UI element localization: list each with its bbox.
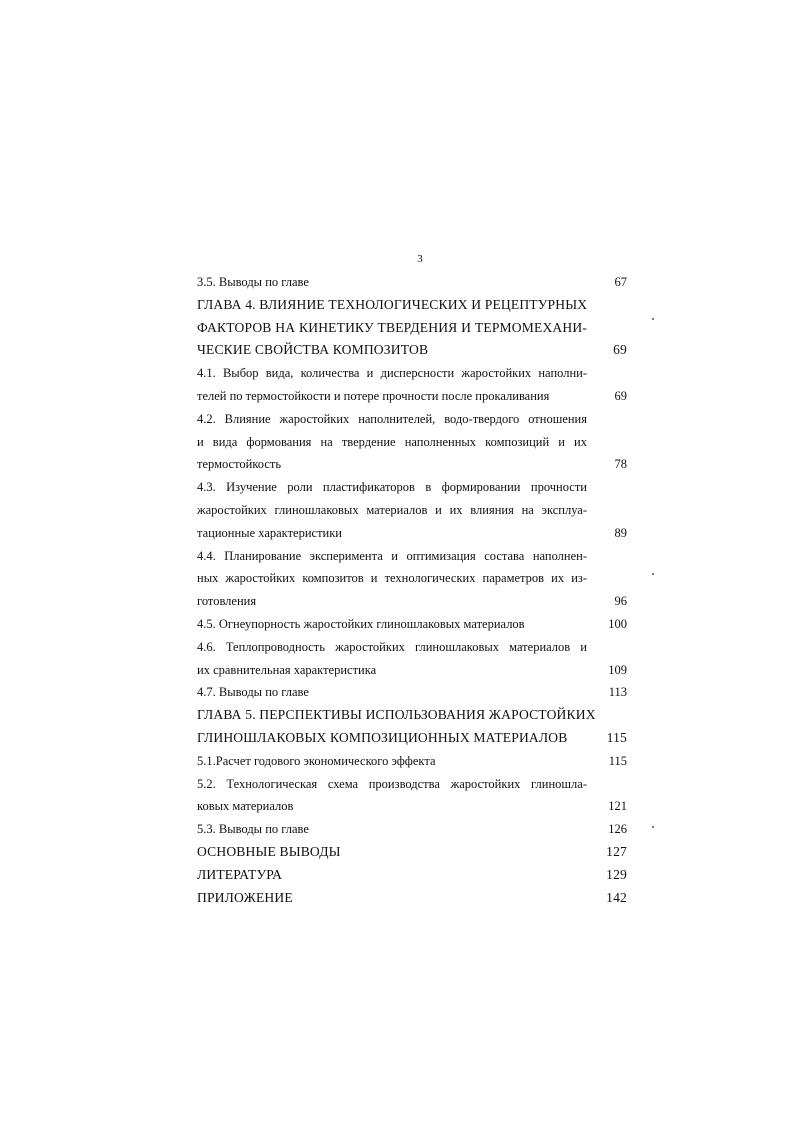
toc-entry	[197, 271, 631, 294]
toc-entry-page: 109	[608, 662, 627, 677]
toc-entry-title	[197, 773, 587, 819]
toc-entry-title-line: готовления	[197, 594, 257, 609]
toc-entry-title	[197, 294, 587, 362]
toc-entry	[197, 773, 631, 819]
toc-entry-page: 121	[608, 799, 627, 814]
toc-entry-page: 78	[614, 457, 627, 472]
toc-entry-title-line: ГЛАВА 5. ПЕРСПЕКТИВЫ ИСПОЛЬЗОВАНИЯ ЖАРОСТОЙКИХ	[197, 707, 596, 723]
toc-entry-page: 127	[606, 843, 627, 859]
toc-entry-title	[197, 545, 587, 613]
toc-entry-title	[197, 681, 587, 704]
toc-entry-title-line: 4.5. Огнеупорность жаростойких глиношлаковых материалов	[197, 616, 525, 631]
toc-entry-title-line: и вида формования на твердение наполненных композиций и их	[197, 434, 587, 449]
toc-entry-title-line: ных жаростойких композитов и технологических параметров их из-	[197, 571, 587, 586]
toc-entry-title-line: ФАКТОРОВ НА КИНЕТИКУ ТВЕРДЕНИЯ И ТЕРМОМЕХАНИ-	[197, 319, 587, 335]
toc-entry-title	[197, 476, 587, 544]
toc-entry-title-line: ЛИТЕРАТУРА	[197, 866, 283, 882]
toc-entry-title-line: 4.4. Планирование эксперимента и оптимизация состава наполнен-	[197, 548, 587, 563]
toc-entry-title-line: 5.3. Выводы по главе	[197, 822, 309, 837]
toc-entry	[197, 408, 631, 476]
toc-entry-title-line: ОСНОВНЫЕ ВЫВОДЫ	[197, 843, 341, 859]
toc-entry	[197, 750, 631, 773]
toc-entry-title-line: 4.3. Изучение роли пластификаторов в формировании прочности	[197, 480, 587, 495]
toc-entry-page: 113	[608, 685, 627, 700]
toc-entry-title	[197, 818, 587, 841]
toc-entry-title	[197, 704, 596, 750]
toc-entry-title-line: 4.1. Выбор вида, количества и дисперсности жаростойких наполни-	[197, 366, 587, 381]
toc-entry	[197, 864, 631, 887]
toc-entry-title-line: 5.1.Расчет годового экономического эффекта	[197, 753, 436, 768]
toc-entry	[197, 636, 631, 682]
toc-entry-page: 115	[606, 729, 627, 745]
toc-entry	[197, 681, 631, 704]
toc-entry	[197, 476, 631, 544]
table-of-contents	[197, 271, 631, 909]
toc-entry-title	[197, 271, 587, 294]
scan-speck	[652, 318, 654, 320]
toc-entry-page: 115	[608, 753, 627, 768]
toc-entry-title-line: 4.7. Выводы по главе	[197, 685, 309, 700]
toc-entry-page: 142	[606, 889, 627, 905]
toc-entry-page: 126	[608, 822, 627, 837]
toc-entry-page: 129	[606, 866, 627, 882]
toc-entry	[197, 887, 631, 910]
toc-entry-title-line: ГЛИНОШЛАКОВЫХ КОМПОЗИЦИОННЫХ МАТЕРИАЛОВ	[197, 729, 568, 745]
page-number: 3	[417, 253, 423, 265]
toc-entry-title	[197, 750, 587, 773]
toc-entry-page: 96	[614, 594, 627, 609]
toc-entry	[197, 818, 631, 841]
toc-entry-page: 100	[608, 616, 627, 631]
toc-entry	[197, 294, 631, 362]
toc-entry	[197, 362, 631, 408]
toc-entry-title-line: телей по термостойкости и потере прочности после прокаливания	[197, 388, 550, 403]
toc-entry-title-line: 3.5. Выводы по главе	[197, 275, 309, 289]
toc-entry-title	[197, 408, 587, 476]
toc-entry-title-line: ГЛАВА 4. ВЛИЯНИЕ ТЕХНОЛОГИЧЕСКИХ И РЕЦЕПТУРНЫХ	[197, 296, 588, 312]
toc-entry-title	[197, 841, 587, 864]
toc-entry	[197, 704, 631, 750]
toc-entry-title-line: ЧЕСКИЕ СВОЙСТВА КОМПОЗИТОВ	[197, 342, 429, 358]
toc-entry-title-line: жаростойких глиношлаковых материалов и их влияния на эксплуа-	[197, 502, 587, 517]
toc-entry-title	[197, 887, 587, 910]
toc-entry-title-line: 4.2. Влияние жаростойких наполнителей, водо-твердого отношения	[197, 411, 587, 426]
toc-entry-page: 89	[614, 525, 627, 540]
toc-entry	[197, 545, 631, 613]
toc-entry-title-line: термостойкость	[197, 457, 282, 472]
toc-entry-title-line: ковых материалов	[197, 799, 294, 814]
scan-speck	[652, 573, 654, 575]
toc-entry-title	[197, 613, 587, 636]
toc-entry-title	[197, 636, 587, 682]
toc-entry-title-line: их сравнительная характеристика	[197, 662, 377, 677]
toc-entry-title	[197, 864, 587, 887]
toc-entry-title-line: тационные характеристики	[197, 525, 342, 540]
toc-entry-title-line: 4.6. Теплопроводность жаростойких глиношлаковых материалов и	[197, 639, 587, 654]
toc-entry-page: 69	[613, 342, 627, 358]
toc-entry-page: 69	[614, 388, 627, 403]
toc-entry	[197, 613, 631, 636]
scan-speck	[652, 826, 654, 828]
toc-entry	[197, 841, 631, 864]
toc-entry-page: 67	[614, 275, 627, 289]
toc-entry-title-line: ПРИЛОЖЕНИЕ	[197, 889, 293, 905]
toc-entry-title	[197, 362, 587, 408]
toc-entry-title-line: 5.2. Технологическая схема производства жаростойких глиношла-	[197, 776, 587, 791]
